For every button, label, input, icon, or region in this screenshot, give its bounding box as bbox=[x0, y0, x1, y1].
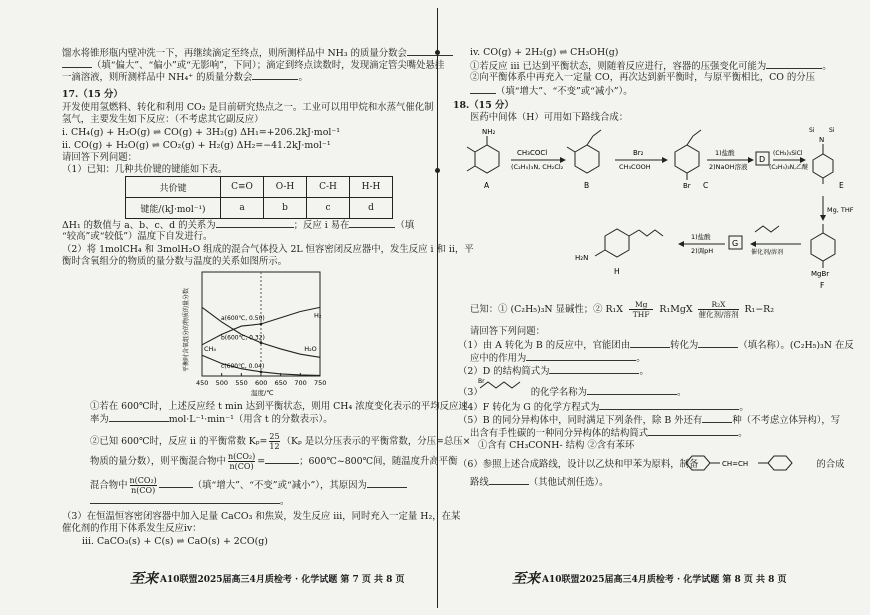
q18-s5a: （5）B 的同分异构体中，同时满足下列条件，除 B 外还有 种（不考虑立体异构），写 bbox=[458, 415, 841, 426]
bond-value-cell: b bbox=[264, 198, 307, 219]
cond-gh-bot: 2)调pH bbox=[691, 247, 714, 255]
molecule-e bbox=[809, 127, 835, 184]
x-tick-label: 750 bbox=[314, 379, 327, 387]
label-b: B bbox=[584, 181, 590, 190]
bond-header-cell: 共价键 bbox=[126, 177, 221, 198]
molecule-h bbox=[575, 229, 663, 262]
br-label: Br bbox=[683, 182, 691, 190]
bond-value-cell: a bbox=[221, 198, 264, 219]
reaction-iii: iii. CaCO₃(s) + C(s) ⇌ CaO(s) + 2CO(g) bbox=[82, 536, 268, 547]
cond-gh-top: 1)盐酸 bbox=[691, 233, 711, 241]
q17-intro-1: 开发使用氢燃料、转化和利用 CO₂ 是目前研究热点之一。工业可以用甲烷和水蒸气催化制 bbox=[62, 102, 434, 113]
nh2-label: NH₂ bbox=[482, 128, 496, 136]
bond-table-value-row bbox=[126, 198, 393, 219]
cond-bc-bot: CH₃COOH bbox=[619, 163, 651, 171]
q17-heading: 17.（15 分） bbox=[62, 89, 123, 100]
mgbr-label: MgBr bbox=[811, 270, 830, 278]
ch-eq-ch-label: CH=CH bbox=[722, 460, 749, 468]
bond-row-label: 键能/(kJ·mol⁻¹) bbox=[126, 198, 221, 219]
bond-header-cell: C-H bbox=[307, 177, 350, 198]
cond-ef: Mg, THF bbox=[827, 206, 854, 214]
q2-2-ratio: 物质的量分数），则平衡混合物中 $\frac{\text{n(CO₂)}}{n(CO)}$ = ；600℃~800℃间，随温度升高平衡 bbox=[90, 452, 458, 471]
h2n-label: H₂N bbox=[575, 254, 589, 262]
synthesis-route bbox=[455, 124, 855, 292]
intro-line-2: （填“偏大”、“偏小”或“无影响”，下同）；滴定到终点读数时，发现滴定管尖嘴处悬挂 bbox=[62, 59, 444, 72]
cond-cd-top: 1)盐酸 bbox=[715, 149, 735, 157]
part2-line-1: （2）将 1molCH₄ 和 3molH₂O 组成的混合气体投入 2L 恒容密闭反应器中，发生反应 i 和 ii，平 bbox=[62, 244, 474, 255]
part1-temperature: “较高”或“较低”）温度下自发进行。 bbox=[62, 231, 213, 242]
q2-2-change: 混合物中 $\frac{\text{n(CO₂)}}{n(CO)}$ （填“增大”、“不变”或“减小”），其原因为 bbox=[90, 476, 407, 495]
x-tick-label: 500 bbox=[215, 379, 229, 387]
q2-2-reason-line: 。 bbox=[90, 495, 289, 508]
annotation-point bbox=[260, 323, 263, 326]
x-axis-label: 温度/℃ bbox=[251, 389, 274, 396]
br-label: Br bbox=[478, 378, 485, 385]
q18-s3: （3） 的化学名称为 。 bbox=[458, 387, 687, 398]
series-label-ch4: CH₄ bbox=[203, 345, 217, 354]
part2-line-2: 衡时含氧组分的物质的量分数与温度的关系如图所示。 bbox=[62, 256, 288, 267]
n-label: N bbox=[819, 136, 825, 144]
cond-bc-top: Br₂ bbox=[633, 149, 644, 157]
annotation-label: b(600℃, 0.32) bbox=[221, 334, 265, 342]
box-g-label: G bbox=[732, 239, 739, 248]
bond-table-header-row bbox=[126, 177, 393, 198]
cond-de-top: (CH₃)₃SiCl bbox=[773, 150, 803, 157]
x-tick-label: 550 bbox=[235, 379, 248, 387]
page-footer-right: A10联盟2025届高三4月质检考 · 化学试题 第 8 页 共 8 页 bbox=[542, 575, 787, 585]
page-divider bbox=[437, 8, 438, 608]
label-a: A bbox=[484, 181, 490, 190]
si-label: Si bbox=[809, 127, 815, 134]
label-c: C bbox=[703, 181, 709, 190]
series-label-h2o: H₂O bbox=[304, 345, 317, 354]
x-tick-label: 650 bbox=[274, 379, 288, 387]
cond-de-bot: (C₂H₅)₃N,乙醚 bbox=[769, 164, 808, 171]
q18-s4: （4）F 转化为 G 的化学方程式为 。 bbox=[458, 402, 749, 413]
annotation-point bbox=[260, 341, 263, 344]
q18-heading: 18.（15 分） bbox=[453, 100, 514, 111]
q18-s2: （2）D 的结构简式为 。 bbox=[458, 366, 649, 377]
bromo-ester-structure bbox=[478, 374, 524, 396]
q2-1-rate: 率为 mol·L⁻¹·min⁻¹（用含 t 的分数表示）。 bbox=[90, 414, 333, 425]
q18-s1: （1）由 A 转化为 B 的反应中，官能团由 转化为 （填名称）。(C₂H₅)₃N 在反 bbox=[458, 340, 854, 351]
part3-line-1: （3）在恒温恒容密闭容器中加入足量 CaCO₃ 和焦炭，发生反应 iii，同时充入一定量 H₂，在某 bbox=[62, 511, 461, 522]
equilibrium-chart bbox=[180, 266, 330, 396]
x-tick-label: 700 bbox=[294, 379, 307, 387]
bond-header-cell: H-H bbox=[350, 177, 393, 198]
reaction-ii: ii. CO(g) + H₂O(g) ⇌ CO₂(g) + H₂(g) ΔH₂=−41.2kJ·mol⁻¹ bbox=[62, 140, 331, 151]
cond-ab-bot: (C₂H₅)₃N, CH₂Cl₂ bbox=[511, 163, 564, 171]
x-tick-label: 600 bbox=[255, 379, 268, 387]
bond-value-cell: d bbox=[350, 198, 393, 219]
annotation-label: a(600℃, 0.50) bbox=[221, 315, 265, 322]
series-label-h2: H₂ bbox=[314, 311, 322, 320]
y-axis-label: 平衡时含氧组分的物质的量分数 bbox=[183, 287, 190, 372]
fold-mark bbox=[435, 50, 440, 55]
cond-fg: 催化剂/溶剂 bbox=[751, 249, 784, 256]
intro-line-1: 馏水将锥形瓶内壁冲洗一下，再继续滴定至终点，则所测样品中 NH₃ 的质量分数会 bbox=[62, 47, 453, 60]
molecule-a bbox=[467, 128, 499, 173]
bond-value-cell: c bbox=[307, 198, 350, 219]
fold-mark bbox=[435, 168, 440, 173]
annotation-point bbox=[260, 370, 263, 373]
page-footer-left: A10联盟2025届高三4月质检考 · 化学试题 第 7 页 共 8 页 bbox=[160, 575, 405, 585]
q18-intro: 医药中间体（H）可用如下路线合成： bbox=[470, 112, 629, 123]
q3-1-line: ①若反应 iii 已达到平衡状态，则随着反应进行，容器的压强变化可能为 。 bbox=[470, 61, 832, 72]
q3-3-line: （填“增大”、“不变”或“减小”）。 bbox=[470, 85, 633, 98]
q17-intro-2: 氢气，主要发生如下反应：（不考虑其它副反应） bbox=[62, 114, 264, 125]
reaction-iv: iv. CO(g) + 2H₂(g) ⇌ CH₃OH(g) bbox=[470, 47, 619, 58]
cond-ab-top: CH₃COCl bbox=[517, 149, 548, 157]
molecule-c bbox=[675, 130, 701, 190]
part1-relation: ΔH₁ 的数值与 a、b、c、d 的关系为 ；反应 i 易在 （填 bbox=[62, 220, 415, 231]
q2-1-line: ①若在 600℃时，上述反应经 t min 达到平衡状态，则用 CH₄ 浓度变化表示的平均反应速 bbox=[90, 401, 468, 412]
part1-heading: （1）已知：几种共价键的键能如下表。 bbox=[62, 164, 228, 175]
q18-s5c: 出含有手性碳的一种同分异构体的结构简式 。 bbox=[470, 428, 748, 439]
molecule-b bbox=[567, 130, 601, 173]
q18-s1b: 应中的作用为 。 bbox=[470, 353, 646, 364]
si-label: Si bbox=[829, 127, 835, 134]
annotation-label: c(600℃, 0.04) bbox=[221, 362, 265, 370]
q2-2-line: ②已知 600℃时，反应 ii 的平衡常数 Kₚ= $\frac{25}{12}$ （Kₚ 是以分压表示的平衡常数，分压=总压× bbox=[90, 432, 471, 451]
q18-s6a: （6）参照上述合成路线，设计以乙炔和甲苯为原料，制备 的合成 bbox=[458, 459, 845, 470]
part3-line-2: 催化剂的作用下体系发生反应iv： bbox=[62, 523, 202, 534]
q18-prompt: 请回答下列问题： bbox=[470, 326, 546, 337]
label-f: F bbox=[820, 281, 825, 290]
label-h: H bbox=[614, 267, 620, 276]
reaction-i: i. CH₄(g) + H₂O(g) ⇌ CO(g) + 3H₂(g) ΔH₁=+206.2kJ·mol⁻¹ bbox=[62, 127, 341, 138]
publisher-logo: 至来 bbox=[512, 571, 540, 587]
intro-line-3: 一滴溶液，则所测样品中 NH₄⁺ 的质量分数会 。 bbox=[62, 72, 308, 83]
q18-s6c: 路线 （其他试剂任选）。 bbox=[470, 477, 609, 488]
box-d-label: D bbox=[759, 155, 766, 164]
bond-header-cell: O-H bbox=[264, 177, 307, 198]
stilbene-structure bbox=[682, 452, 800, 474]
bond-header-cell: C≡O bbox=[221, 177, 264, 198]
q3-2-line: ②向平衡体系中再充入一定量 CO，再次达到新平衡时，与原平衡相比，CO 的分压 bbox=[470, 72, 816, 83]
molecule-f bbox=[811, 224, 835, 278]
q18-s5d: ①含有 CH₃CONH- 结构 ②含有苯环 bbox=[478, 440, 635, 451]
cond-cd-bot: 2)NaOH溶液 bbox=[709, 163, 748, 171]
label-e: E bbox=[839, 181, 844, 190]
known-reaction: 已知：① (C₂H₅)₃N 显碱性；② R₁X Mg THF R₁MgX R₂X 催化剂/溶剂 R₁−R₂ bbox=[470, 300, 774, 319]
publisher-logo: 至来 bbox=[130, 571, 158, 587]
bond-energy-table bbox=[125, 176, 393, 219]
answer-prompt: 请回答下列问题： bbox=[62, 152, 138, 163]
x-tick-label: 450 bbox=[196, 379, 209, 387]
